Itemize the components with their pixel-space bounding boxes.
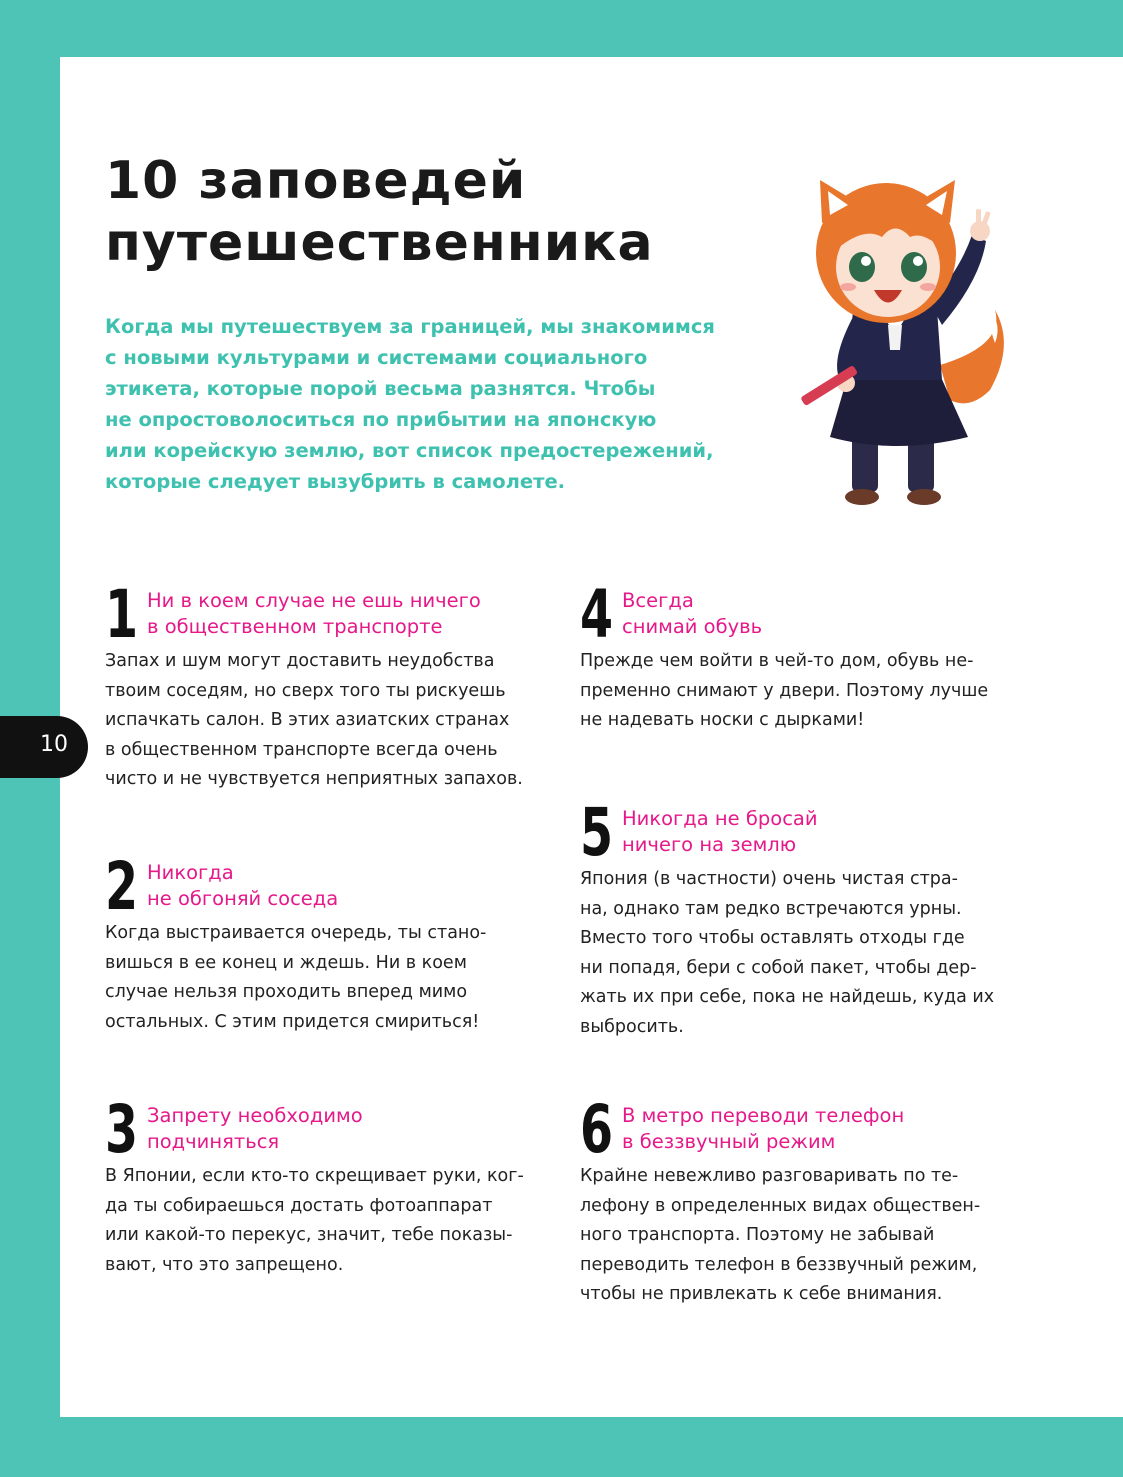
rule-heading-line: Никогда — [147, 861, 234, 884]
rule-body-line: да ты собираешься достать фотоаппарат — [105, 1195, 493, 1216]
fox-girl-illustration — [790, 175, 1020, 515]
rule-body-line: испачкать салон. В этих азиатских странах — [105, 710, 510, 730]
rule-number: 2 — [105, 848, 136, 925]
rule-heading-line: в общественном транспорте — [147, 615, 443, 638]
rule-body-line: Запах и шум могут доставить неудобства — [105, 651, 495, 671]
rule-body-line: Когда выстраивается очередь, ты стано- — [105, 923, 487, 943]
rule-number: 6 — [580, 1091, 611, 1168]
rule-body-line: Япония (в частности) очень чистая стра- — [580, 869, 958, 889]
rule-item — [580, 794, 1025, 1038]
intro-line: с новыми культурами и системами социального — [105, 346, 648, 369]
rule-heading-line: В метро переводи телефон — [622, 1104, 905, 1127]
rule-heading-line: Запрету необходимо — [147, 1104, 363, 1127]
intro-line: этикета, которые порой весьма разнятся. Чтобы — [105, 377, 656, 400]
rule-item — [580, 576, 1025, 750]
page-number-tab — [0, 716, 88, 778]
page-title — [105, 150, 654, 274]
rule-number: 3 — [105, 1091, 136, 1168]
rule-heading — [622, 806, 1042, 858]
rule-body-line: чисто и не чувствуется неприятных запахов. — [105, 769, 523, 789]
rule-item — [580, 1091, 1025, 1325]
rule-heading-line: Всегда — [622, 589, 694, 612]
rule-body — [105, 919, 530, 1037]
title-line: путешественника — [105, 213, 654, 273]
rule-body-line: твоим соседям, но сверх того ты рискуешь — [105, 680, 506, 701]
rule-item — [105, 1091, 550, 1295]
rule-body-line: переводить телефон в беззвучный режим, — [580, 1254, 978, 1275]
rule-body — [580, 647, 1005, 736]
intro-line: которые следует вызубрить в самолете. — [105, 470, 566, 493]
rule-number: 5 — [580, 794, 611, 871]
rule-body-line: Крайне невежливо разговаривать по те- — [580, 1166, 959, 1186]
intro-line: или корейскую землю, вот список предостережений, — [105, 439, 714, 462]
rule-number: 4 — [580, 576, 611, 653]
rule-body-line: вишься в ее конец и ждешь. Ни в коем — [105, 952, 467, 973]
rule-body-line: не надевать носки с дырками! — [580, 710, 865, 730]
rule-body — [105, 647, 530, 795]
rule-body — [105, 1162, 530, 1280]
rule-heading — [622, 588, 1042, 640]
rule-heading-line: Никогда не бросай — [622, 807, 818, 830]
rule-body-line: жать их при себе, пока не найдешь, куда их — [580, 987, 995, 1007]
rule-body-line: в общественном транспорте всегда очень — [105, 739, 498, 760]
rule-item — [105, 576, 550, 810]
page-number: 10 — [40, 732, 68, 757]
rule-body-line: или какой-то перекус, значит, тебе показы- — [105, 1225, 513, 1245]
rule-body-line: ни попадя, бери с собой пакет, чтобы дер- — [580, 957, 977, 978]
intro-line: не опростоволоситься по прибытии на японскую — [105, 408, 657, 431]
intro-paragraph — [105, 311, 785, 497]
rule-body-line: лефону в определенных видах обществен- — [580, 1195, 981, 1216]
rule-body-line: случае нельзя проходить вперед мимо — [105, 982, 468, 1002]
rule-heading — [147, 588, 567, 640]
rule-heading-line: Ни в коем случае не ешь ничего — [147, 589, 481, 612]
title-line: 10 заповедей — [105, 151, 527, 211]
rule-heading-line: подчиняться — [147, 1130, 280, 1153]
rule-body — [580, 1162, 1005, 1310]
rule-heading — [147, 1103, 567, 1155]
rule-heading-line: в беззвучный режим — [622, 1130, 836, 1153]
rule-heading — [622, 1103, 1042, 1155]
rule-body-line: В Японии, если кто-то скрещивает руки, ког- — [105, 1166, 524, 1186]
rule-body-line: на, однако там редко встречаются урны. — [580, 898, 962, 919]
rule-heading — [147, 860, 567, 912]
rule-heading-line: снимай обувь — [622, 615, 763, 638]
rule-body-line: пременно снимают у двери. Поэтому лучше — [580, 680, 989, 701]
rule-body-line: вают, что это запрещено. — [105, 1254, 344, 1275]
rule-heading-line: не обгоняй соседа — [147, 887, 339, 910]
rule-body-line: Прежде чем войти в чей-то дом, обувь не- — [580, 651, 974, 671]
intro-line: Когда мы путешествуем за границей, мы знакомимся — [105, 315, 715, 338]
rule-item — [105, 848, 550, 1052]
rule-number: 1 — [105, 576, 136, 653]
rule-body-line: ного транспорта. Поэтому не забывай — [580, 1225, 935, 1245]
rule-body-line: чтобы не привлекать к себе внимания. — [580, 1284, 943, 1304]
rule-body-line: остальных. С этим придется смириться! — [105, 1011, 480, 1032]
rule-heading-line: ничего на землю — [622, 833, 797, 856]
rule-body-line: выбросить. — [580, 1016, 684, 1037]
rule-body — [580, 865, 1005, 1042]
rule-body-line: Вместо того чтобы оставлять отходы где — [580, 928, 965, 948]
